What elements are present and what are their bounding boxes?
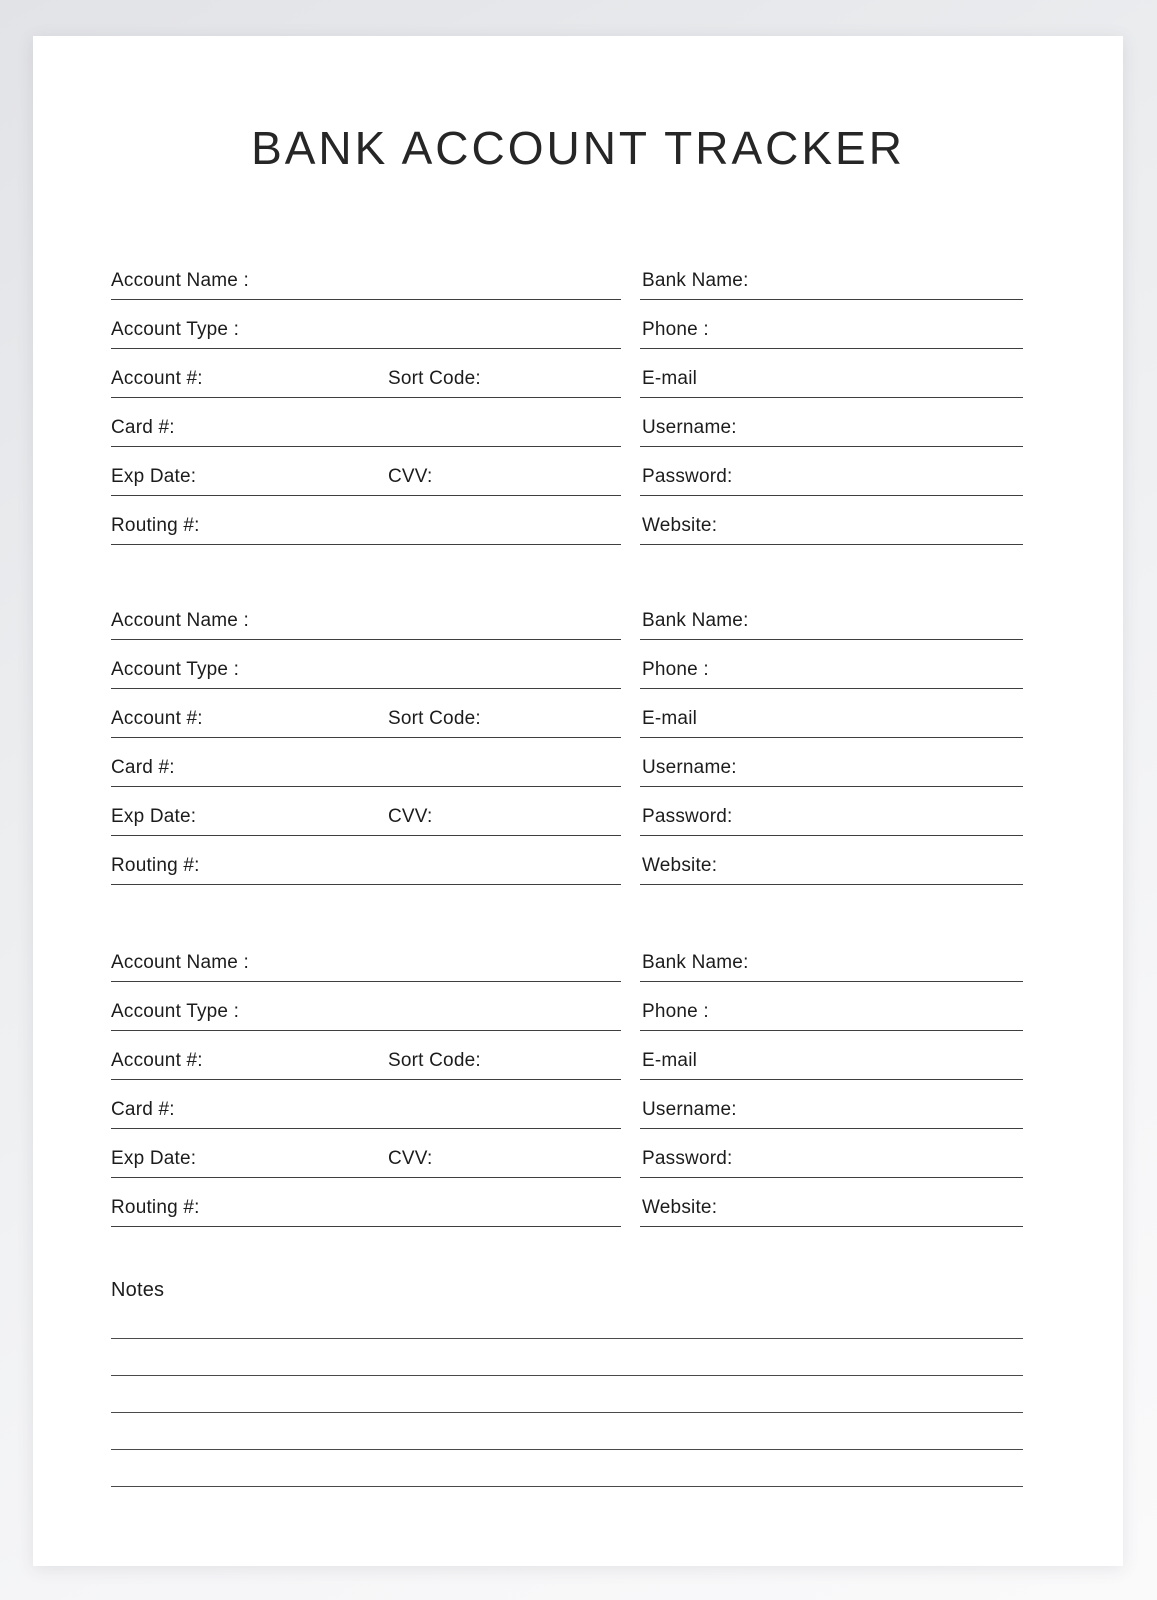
card-number-field (111, 398, 621, 447)
sort-code-label: Sort Code: (388, 708, 481, 729)
password-field (640, 447, 1023, 496)
tracker-page (33, 36, 1123, 1566)
website-label: Website: (642, 1197, 718, 1218)
bank-name-label: Bank Name: (642, 952, 749, 973)
account-number-label: Account #: (111, 708, 203, 729)
phone-label: Phone : (642, 659, 709, 680)
bank-details-column (640, 251, 1023, 545)
phone-label: Phone : (642, 1001, 709, 1022)
account-name-label: Account Name : (111, 952, 249, 973)
bank-name-field (640, 251, 1023, 300)
account-section-1 (111, 251, 1023, 545)
username-field (640, 1080, 1023, 1129)
card-number-label: Card #: (111, 417, 175, 438)
account-details-column (111, 933, 621, 1227)
account-details-column (111, 251, 621, 545)
bank-name-label: Bank Name: (642, 270, 749, 291)
exp-date-label: Exp Date: (111, 466, 197, 487)
email-label: E-mail (642, 1050, 698, 1071)
account-section-3 (111, 933, 1023, 1227)
website-label: Website: (642, 515, 718, 536)
bank-name-field (640, 933, 1023, 982)
password-label: Password: (642, 466, 733, 487)
exp-date-field (111, 1129, 621, 1178)
phone-field (640, 640, 1023, 689)
routing-number-label: Routing #: (111, 1197, 200, 1218)
notes-line (111, 1302, 1023, 1339)
username-field (640, 398, 1023, 447)
cvv-label: CVV: (388, 466, 433, 487)
routing-number-label: Routing #: (111, 855, 200, 876)
account-name-label: Account Name : (111, 270, 249, 291)
card-number-field (111, 1080, 621, 1129)
account-number-label: Account #: (111, 1050, 203, 1071)
username-field (640, 738, 1023, 787)
email-field (640, 349, 1023, 398)
exp-date-field (111, 787, 621, 836)
account-number-field (111, 349, 621, 398)
account-section-2 (111, 591, 1023, 885)
page-content (33, 251, 1123, 1487)
card-number-label: Card #: (111, 1099, 175, 1120)
notes-line (111, 1450, 1023, 1487)
routing-number-field (111, 1178, 621, 1227)
cvv-label: CVV: (388, 806, 433, 827)
card-number-field (111, 738, 621, 787)
account-number-field (111, 1031, 621, 1080)
bank-details-column (640, 591, 1023, 885)
password-label: Password: (642, 1148, 733, 1169)
account-type-field (111, 640, 621, 689)
routing-number-label: Routing #: (111, 515, 200, 536)
notes-line (111, 1339, 1023, 1376)
sort-code-label: Sort Code: (388, 368, 481, 389)
password-field (640, 787, 1023, 836)
routing-number-field (111, 496, 621, 545)
sort-code-label: Sort Code: (388, 1050, 481, 1071)
exp-date-label: Exp Date: (111, 806, 197, 827)
account-type-label: Account Type : (111, 319, 240, 340)
account-type-label: Account Type : (111, 659, 240, 680)
notes-line (111, 1376, 1023, 1413)
account-type-label: Account Type : (111, 1001, 240, 1022)
phone-field (640, 982, 1023, 1031)
exp-date-field (111, 447, 621, 496)
email-field (640, 1031, 1023, 1080)
website-field (640, 496, 1023, 545)
bank-name-label: Bank Name: (642, 610, 749, 631)
phone-label: Phone : (642, 319, 709, 340)
account-number-label: Account #: (111, 368, 203, 389)
bank-name-field (640, 591, 1023, 640)
cvv-label: CVV: (388, 1148, 433, 1169)
website-field (640, 836, 1023, 885)
website-label: Website: (642, 855, 718, 876)
card-number-label: Card #: (111, 757, 175, 778)
account-name-label: Account Name : (111, 610, 249, 631)
notes-label: Notes (111, 1279, 165, 1301)
exp-date-label: Exp Date: (111, 1148, 197, 1169)
email-label: E-mail (642, 368, 698, 389)
bank-details-column (640, 933, 1023, 1227)
account-type-field (111, 982, 621, 1031)
phone-field (640, 300, 1023, 349)
username-label: Username: (642, 1099, 737, 1120)
username-label: Username: (642, 417, 737, 438)
website-field (640, 1178, 1023, 1227)
account-name-field (111, 591, 621, 640)
account-name-field (111, 251, 621, 300)
username-label: Username: (642, 757, 737, 778)
page-title: BANK ACCOUNT TRACKER (251, 122, 905, 174)
email-label: E-mail (642, 708, 698, 729)
routing-number-field (111, 836, 621, 885)
account-details-column (111, 591, 621, 885)
password-field (640, 1129, 1023, 1178)
notes-section (111, 1279, 1023, 1487)
account-name-field (111, 933, 621, 982)
account-type-field (111, 300, 621, 349)
password-label: Password: (642, 806, 733, 827)
account-number-field (111, 689, 621, 738)
email-field (640, 689, 1023, 738)
notes-line (111, 1413, 1023, 1450)
